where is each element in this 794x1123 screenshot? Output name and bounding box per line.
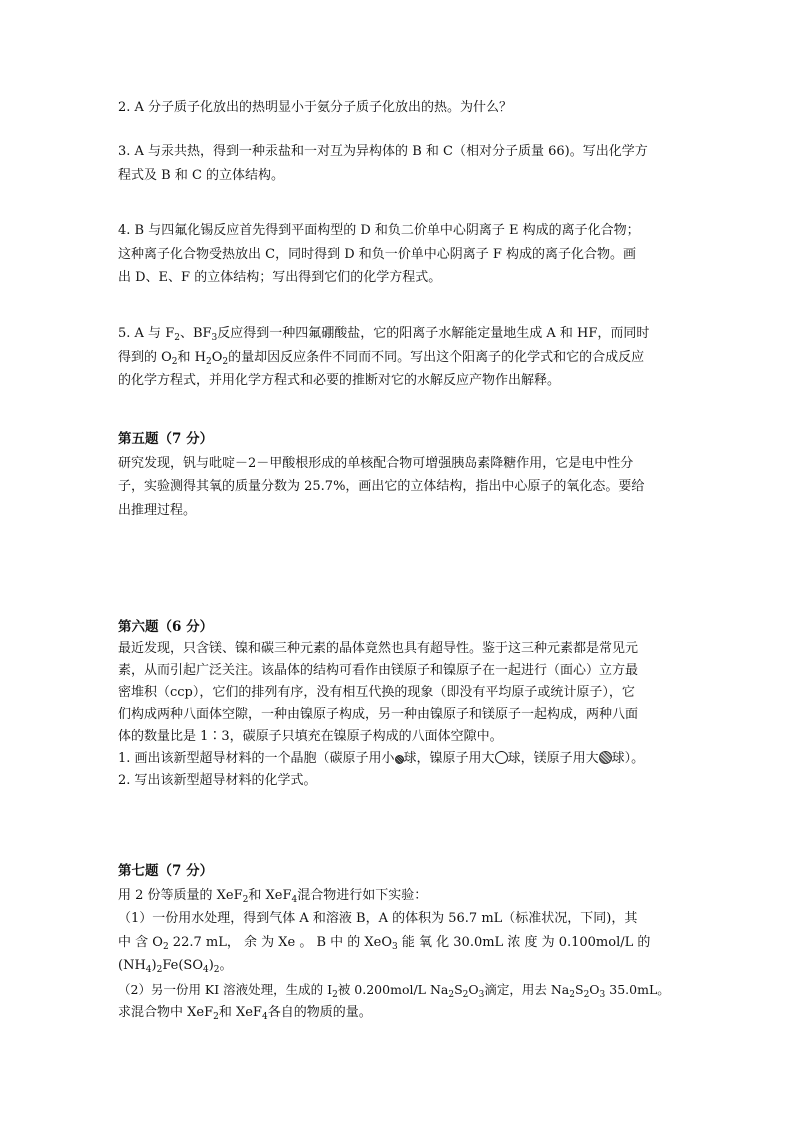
q3-line-2: 程式及 B 和 C 的立体结构。 [118,167,285,183]
p7-line-6: 求混合物中 XeF$_2$和 XeF$_4$各自的物质的量。 [118,1005,372,1022]
question-5 [118,322,678,393]
p7-line-5: （2）另一份用 KI 溶液处理，生成的 $I_2$被 0.200mol/L $Na_2S_2O_3$滴定，用去 $Na_2S_2O_3$ 35.0mL。 [118,981,670,1000]
problem-7-heading: 第七题（7 分） [118,863,214,879]
p6-line-1: 最近发现，只含镁、镍和碳三种元素的晶体竟然也具有超导性。鉴于这三种元素都是常见元 [118,641,639,656]
p5-line-2: 子，实验测得其氧的质量分数为 25.7%，画出它的立体结构，指出中心原子的氧化态。要给 [118,479,645,494]
q4-line-3: 出 D、E、F 的立体结构；写出得到它们的化学方程式。 [118,270,442,285]
question-4 [118,219,678,290]
p7-line-2: （1）一份用水处理，得到气体 A 和溶液 B，A 的体积为 56.7 mL（标准状况，下同)，其 [118,911,638,926]
q5-line-1: 5. A 与 $F_2$、$BF_3$反应得到一种四氟硼酸盐，它的阳离子水解能定量地生成 A 和 HF，而同时 [118,326,650,343]
p6-line-2: 素，从而引起广泛关注。该晶体的结构可看作由镁原子和镍原子在一起进行（面心）立方最 [118,663,639,678]
p6-item-2: 2. 写出该新型超导材料的化学式。 [118,773,317,788]
p7-line-1: 用 2 份等质量的 XeF$_2$和 XeF$_4$混合物进行如下实验： [118,887,428,905]
q2-line-1: 2. A 分子质子化放出的热明显小于氨分子质子化放出的热。为什么？ [118,100,513,115]
q5-line-2: 得到的 $O_2$和 $H_2O_2$的量却因反应条件不同而不同。写出这个阳离子的化学式和它的合成反应 [118,349,645,367]
p7-line-3: 中 含 $O_2$ 22.7 mL， 余 为 Xe 。 B 中 的 XeO$_3$ 能 氧 化 30.0mL 浓 度 为 0.100mol/L 的 [118,934,651,952]
carbon-ball-icon [395,755,404,764]
problem-6 [118,616,678,792]
problem-7 [118,860,678,1025]
magnesium-ball-icon [599,751,612,764]
q5-line-3: 的化学方程式，并用化学方程式和必要的推断对它的水解反应产物作出解释。 [118,373,561,388]
p5-line-1: 研究发现，钒与吡啶－2－甲酸根形成的单核配合物可增强胰岛素降糖作用，它是电中性分 [118,455,634,471]
nickel-ball-icon [495,751,508,764]
q3-line-1: 3. A 与汞共热，得到一种汞盐和一对互为异构体的 B 和 C（相对分子质量 66)。写出化学方 [118,144,648,159]
p6-line-3: 密堆积（ccp），它们的排列有序，没有相互代换的现象（即没有平均原子或统计原子），它 [118,685,635,700]
p5-line-3: 出推理过程。 [118,502,197,518]
p6-item-1: 1. 画出该新型超导材料的一个晶胞（碳原子用小 球，镍原子用大 球，镁原子用大 球）。 [118,751,645,766]
problem-5-heading: 第五题（7 分） [118,431,214,447]
p7-line-4: $(NH_4)_2Fe(SO_4)_2$。 [118,958,233,975]
problem-5 [118,428,678,522]
q4-line-1: 4. B 与四氟化锡反应首先得到平面构型的 D 和负二价单中心阴离子 E 构成的离子化合物； [118,223,640,238]
question-2 [118,96,678,120]
question-3 [118,140,678,187]
p6-line-5: 体的数量比是 1∶3，碳原子只填充在镍原子构成的八面体空隙中。 [118,729,503,744]
q4-line-2: 这种离子化合物受热放出 C，同时得到 D 和负一价单中心阴离子 F 构成的离子化合物。画 [118,246,637,262]
problem-6-heading: 第六题（6 分） [118,619,214,635]
p6-line-4: 们构成两种八面体空隙，一种由镍原子构成，另一种由镍原子和镁原子一起构成，两种八面 [118,707,639,722]
